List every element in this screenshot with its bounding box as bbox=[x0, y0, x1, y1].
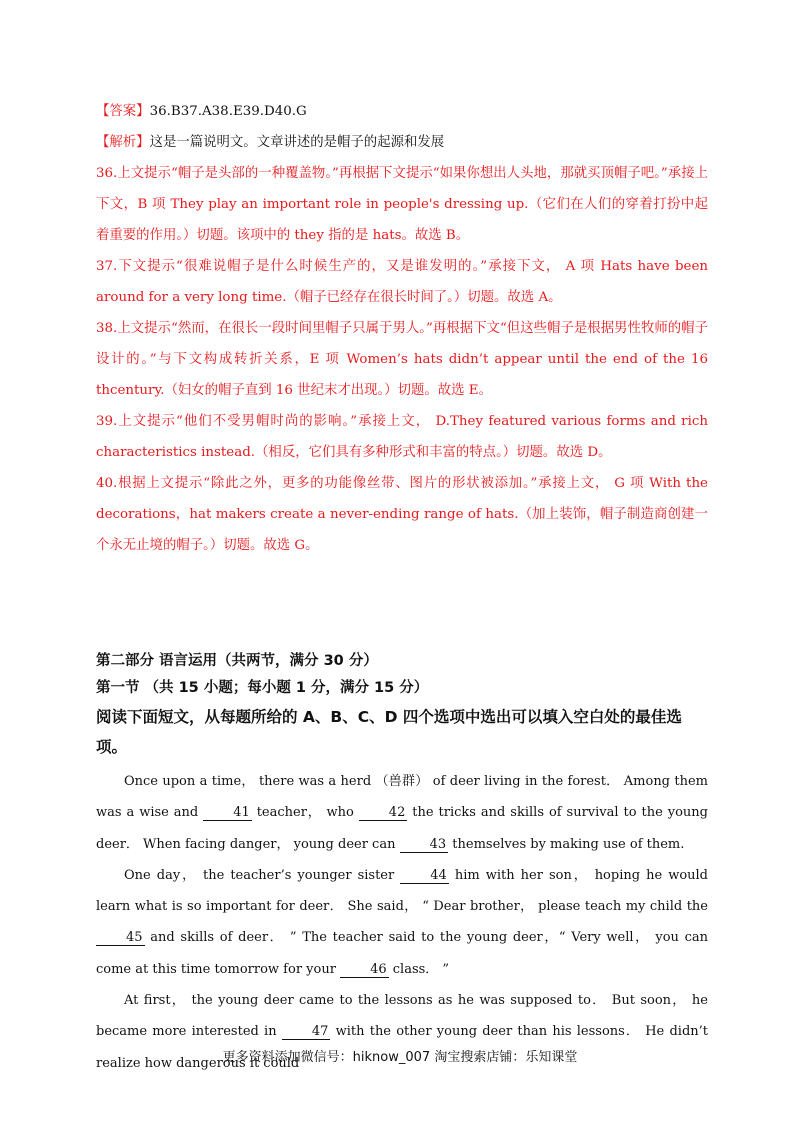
passage-paragraph-1: Once upon a time， there was a herd （兽群） of deer living in the forest． Among them was a wise and 41 teacher， who 42 the tricks and skills of survival to the young deer． When facing danger， young deer can 43 themselves by making use of them. bbox=[96, 774, 708, 852]
part-title: 第二部分 语言运用（共两节，满分 30 分） bbox=[96, 653, 378, 669]
blank-43: 43 bbox=[400, 837, 449, 853]
answer-text: 36.B37.A38.E39.D40.G bbox=[149, 104, 307, 119]
passage-paragraph-2: One day， the teacher’s younger sister 44 him with her son， hoping he would learn what is so important for deer． She said， “ Dear brother， please teach my child the 45 and skills of deer． ” The teacher said to the young deer，“ Very well， you can come at this time tomorrow for your 46 class． ” bbox=[96, 867, 709, 977]
passage-paragraph-3: At first， the young deer came to the lessons as he was supposed to． But soon， he became more interested in 47 with the other young deer than his lessons． He didn’t realize how dangerous it could bbox=[96, 993, 708, 1071]
blank-41: 41 bbox=[203, 805, 252, 821]
analysis-line bbox=[96, 127, 708, 158]
analysis-text: 这是一篇说明文。文章讲述的是帽子的起源和发展 bbox=[149, 135, 445, 150]
analysis-label: 【解析】 bbox=[96, 135, 150, 150]
analysis-item-39: 39.上文提示“他们不受男帽时尚的影响。”承接上文， D.They featured various forms and rich characteristics instead.（相反，它们具有多种形式和丰富的特点。）切题。故选 D。 bbox=[96, 414, 708, 460]
answer-label: 【答案】 bbox=[96, 104, 150, 119]
analysis-item-37: 37.下文提示“很难说帽子是什么时候生产的，又是谁发明的。”承接下文， A 项 Hats have been around for a very long time.（帽子已经存在很长时间了。）切题。故选 A。 bbox=[96, 259, 708, 305]
answer-analysis-section bbox=[96, 96, 708, 561]
analysis-item-36: 36.上文提示“帽子是头部的一种覆盖物。”再根据下文提示“如果你想出人头地，那就买顶帽子吧。”承接上下文，B 项 They play an important role in people's dressing up.（它们在人们的穿着打扮中起着重要的作用。）切题。该项中的 they 指的是 hats。故选 B。 bbox=[96, 166, 708, 243]
blank-47: 47 bbox=[282, 1024, 331, 1040]
analysis-item-40: 40.根据上文提示“除此之外，更多的功能像丝带、图片的形状被添加。”承接上文， G 项 With the decorations，hat makers create a never-ending range of hats.（加上装饰，帽子制造商创建一个永无止境的帽子。）切题。故选 G。 bbox=[96, 476, 708, 553]
answer-line bbox=[96, 96, 708, 127]
analysis-item-38: 38.上文提示“然而，在很长一段时间里帽子只属于男人。”再根据下文“但这些帽子是根据男性牧师的帽子设计的。”与下文构成转折关系，E 项 Women’s hats didn’t appear until the end of the 16 thcentury.（妇女的帽子直到 16 世纪末才出现。）切题。故选 E。 bbox=[96, 321, 708, 398]
section-title: 第一节 （共 15 小题；每小题 1 分，满分 15 分） bbox=[96, 680, 429, 696]
part-two-section bbox=[96, 648, 708, 1079]
blank-42: 42 bbox=[359, 805, 408, 821]
instruction: 阅读下面短文，从每题所给的 A、B、C、D 四个选项中选出可以填入空白处的最佳选项。 bbox=[96, 708, 682, 756]
blank-46: 46 bbox=[340, 962, 389, 978]
blank-44: 44 bbox=[400, 868, 449, 884]
page-footer: 更多资料添加微信号：hiknow_007 淘宝搜索店铺：乐知课堂 bbox=[222, 1050, 578, 1065]
cloze-passage bbox=[96, 766, 708, 1079]
blank-45: 45 bbox=[96, 930, 145, 946]
